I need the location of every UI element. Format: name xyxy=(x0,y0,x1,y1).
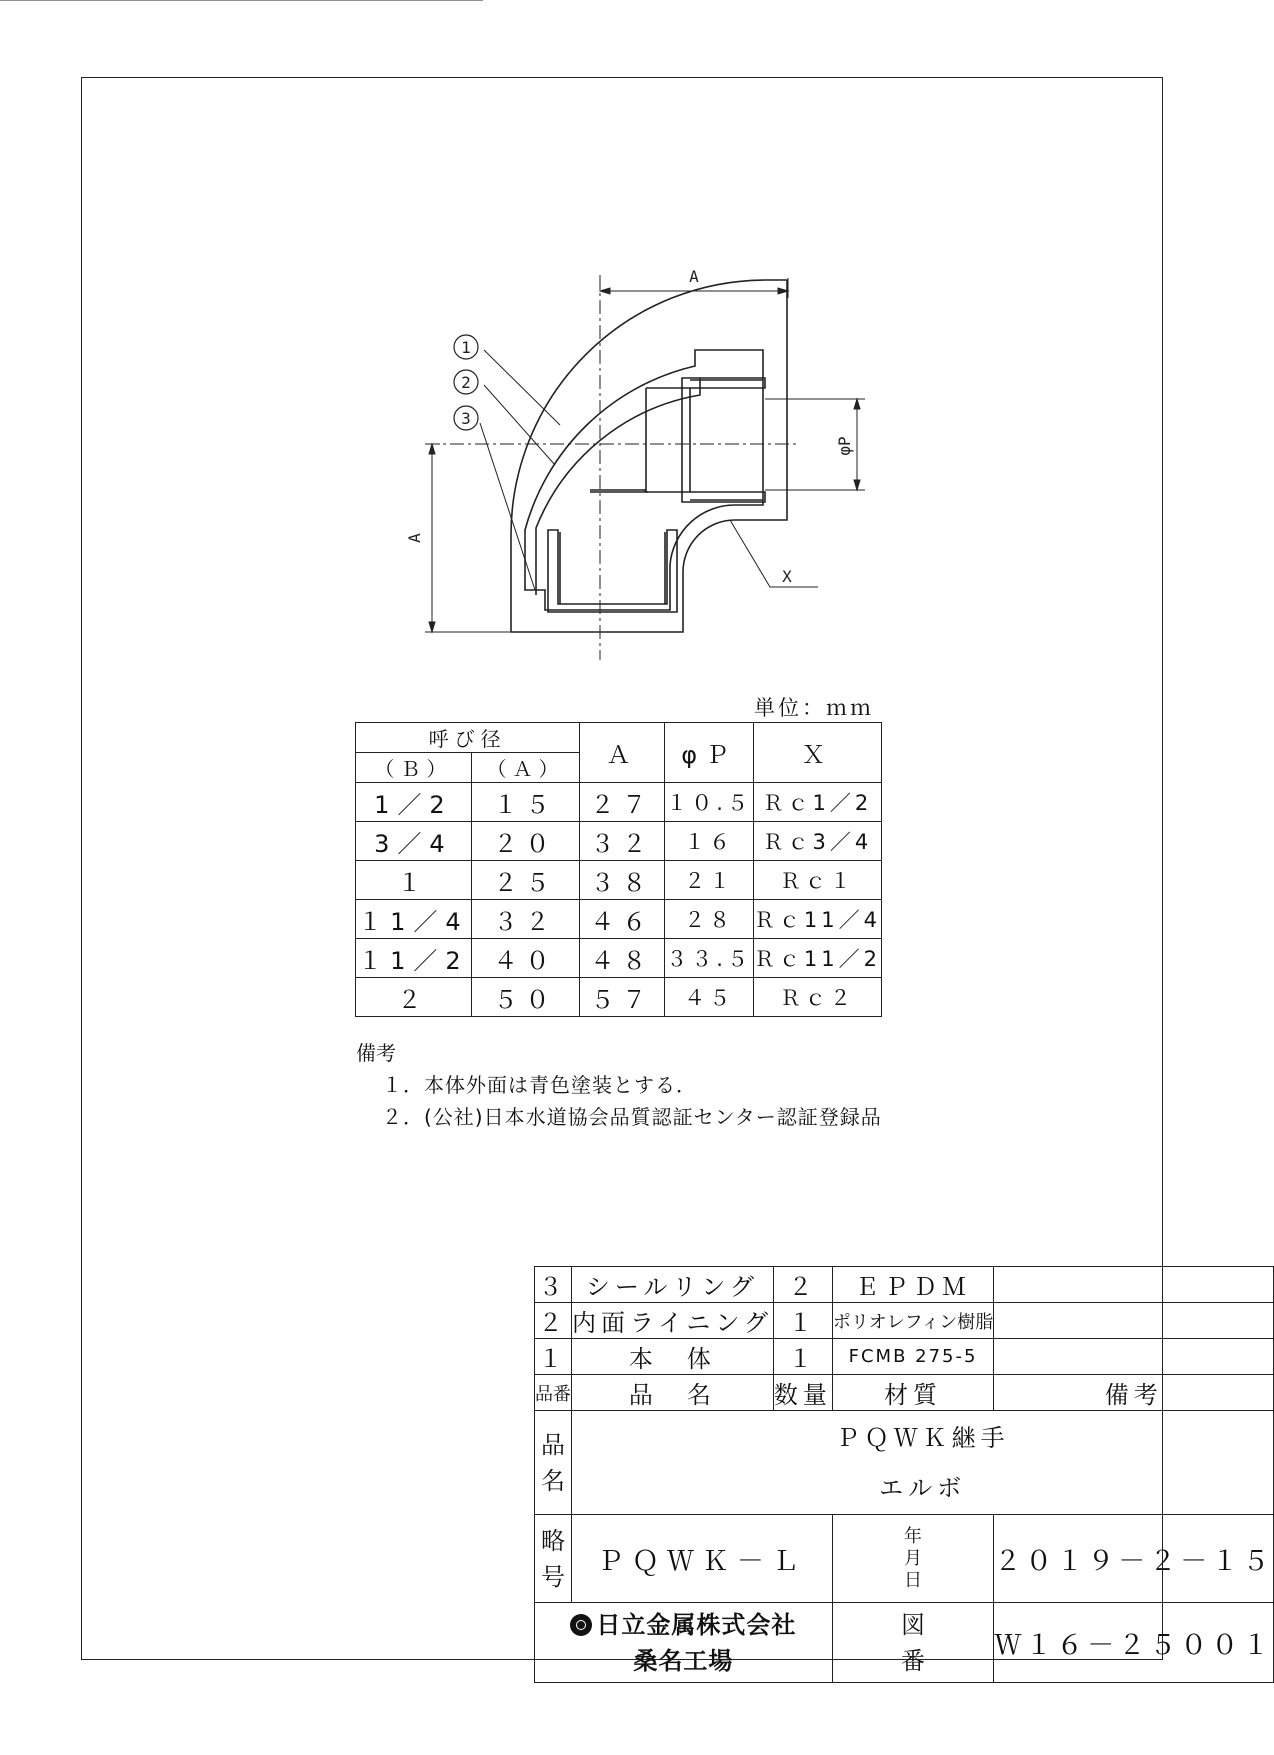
parts-row: １ 本 体 １ FCMB 275-5 xyxy=(535,1339,1274,1375)
company-name: 日立金属株式会社 xyxy=(596,1610,797,1639)
dim-a-top-label: A xyxy=(689,267,699,286)
table-row: １ ２５ ３８ ２１ Ｒｃ１ xyxy=(356,861,882,900)
bottom-socket xyxy=(548,530,677,612)
header-a: Ａ xyxy=(580,723,665,783)
drawing-no-label: 図 番 xyxy=(832,1603,993,1683)
code-label: 略 号 xyxy=(535,1515,572,1603)
factory-name: 桑名工場 xyxy=(633,1646,734,1675)
product-name-label: 品 名 xyxy=(535,1411,572,1515)
product-name-row xyxy=(535,1411,1274,1515)
header-nominal-size: 呼び径 xyxy=(356,723,580,753)
header-a-size: （Ａ） xyxy=(471,753,579,783)
header-b: （Ｂ） xyxy=(356,753,472,783)
elbow-outer-outline xyxy=(511,280,787,632)
remarks xyxy=(356,1037,882,1133)
drawing-number: Ｗ１６－２５００１ xyxy=(994,1603,1274,1683)
table-row: 1／2 １５ ２７ １０.５ Ｒｃ1／2 xyxy=(356,783,882,822)
callout-3-label: 3 xyxy=(461,409,471,428)
company-row xyxy=(535,1603,1274,1683)
title-block xyxy=(534,1266,1274,1683)
table-row: １1／4 ３２ ４６ ２８ Ｒｃ11／4 xyxy=(356,900,882,939)
remark-2: ２．(公社)日本水道協会品質認証センター認証登録品 xyxy=(382,1105,882,1129)
table-row: ２ ５０ ５７ ４５ Ｒｃ２ xyxy=(356,978,882,1017)
header-phi-p: φＰ xyxy=(665,723,753,783)
dim-a-left-label: A xyxy=(405,533,424,543)
product-code: ＰＱＷＫ－Ｌ xyxy=(572,1515,833,1603)
parts-row: ２ 内面ライニング １ ポリオレフィン樹脂 xyxy=(535,1303,1274,1339)
header-x: Ｘ xyxy=(753,723,881,783)
company-cell xyxy=(535,1603,833,1683)
company-logo-icon xyxy=(570,1614,592,1636)
dim-phi-p-label: φP xyxy=(835,436,854,456)
date-label: 年 月 日 xyxy=(832,1515,993,1603)
remarks-heading: 備考 xyxy=(356,1041,396,1065)
callout-1-label: 1 xyxy=(461,338,471,357)
code-row xyxy=(535,1515,1274,1603)
callout-2-label: 2 xyxy=(461,373,471,392)
table-row: １1／2 ４０ ４８ ３３.５ Ｒｃ11／2 xyxy=(356,939,882,978)
label-x: X xyxy=(782,567,792,586)
dimensions-table xyxy=(355,722,882,1017)
unit-label: 単位：ｍｍ xyxy=(754,696,874,720)
product-name: ＰＱＷＫ継手 エルボ xyxy=(572,1411,1274,1515)
parts-row: ３ シールリング ２ ＥＰＤＭ xyxy=(535,1267,1274,1303)
table-header-row xyxy=(356,723,882,753)
remark-1: １．本体外面は青色塗装とする． xyxy=(382,1073,697,1097)
table-row: 3／4 ２０ ３２ １６ Ｒｃ3／4 xyxy=(356,822,882,861)
date-value: ２０１９－２－１５ xyxy=(994,1515,1274,1603)
parts-header-row: 品番 品 名 数量 材質 備考 xyxy=(535,1375,1274,1411)
